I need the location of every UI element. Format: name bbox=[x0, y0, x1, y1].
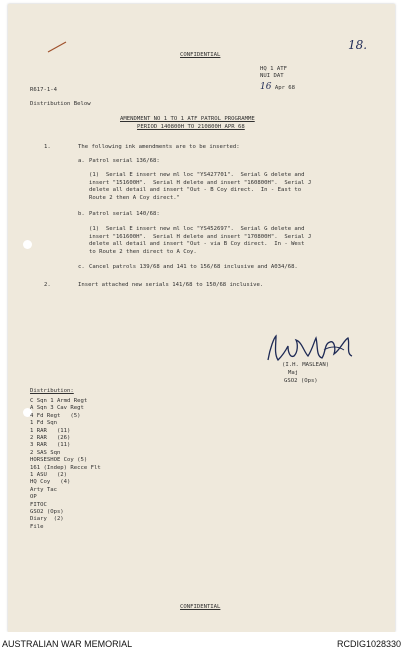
classification-bottom: CONFIDENTIAL bbox=[180, 604, 221, 610]
distribution-item: Diary (2) bbox=[30, 516, 64, 523]
para1a-body-line: insert "151600H". Serial H delete and insert "160800H". Serial J bbox=[89, 179, 312, 186]
archive-footer bbox=[0, 632, 403, 654]
para1-number: 1. bbox=[44, 144, 51, 150]
distribution-item: C Sqn 1 Armd Regt bbox=[30, 398, 88, 404]
pencil-mark bbox=[46, 40, 68, 54]
distribution-item: 3 RAR (11) bbox=[30, 442, 71, 449]
distribution-item: 4 Fd Regt (5) bbox=[30, 412, 81, 419]
para1a-body-line: delete all detail and insert "Out - B Coy direct. In - East to bbox=[89, 187, 302, 193]
date-month-year: Apr 68 bbox=[274, 85, 296, 91]
punch-hole bbox=[23, 240, 32, 249]
subject-line-1: AMENDMENT NO 1 TO 1 ATF PATROL PROGRAMME bbox=[120, 116, 255, 122]
distribution-item: HORSESHOE Coy (5) bbox=[30, 457, 88, 464]
classification-top: CONFIDENTIAL bbox=[180, 52, 221, 58]
document-page bbox=[8, 4, 395, 632]
footer-record-id: RCDIG1028330 bbox=[336, 639, 401, 649]
para1a-title: Patrol serial 136/68: bbox=[89, 158, 160, 164]
distribution-item: GSO2 (Ops) bbox=[30, 509, 64, 515]
date-label bbox=[260, 84, 295, 92]
distribution-item: 1 RAR (11) bbox=[30, 427, 71, 434]
distribution-item: Arty Tac bbox=[30, 486, 57, 493]
file-reference: R617-1-4 bbox=[30, 87, 57, 93]
distribution-item: 1 ASU (2) bbox=[30, 472, 68, 478]
para1c-text: Cancel patrols 139/68 and 141 to 156/68 inclusive and A034/68. bbox=[89, 264, 298, 270]
subject-line-2: PERIOD 140800H TO 210800H APR 68 bbox=[137, 124, 245, 130]
footer-institution: AUSTRALIAN WAR MEMORIAL bbox=[2, 639, 133, 649]
para1c-label: c. bbox=[78, 264, 85, 270]
page-number: 18. bbox=[348, 38, 368, 52]
distribution-item: A Sqn 3 Cav Regt bbox=[30, 405, 84, 412]
location-label: NUI DAT bbox=[260, 73, 284, 79]
signatory-rank: Maj bbox=[288, 370, 299, 376]
date-day: 16 bbox=[260, 82, 272, 92]
para1b-label: b. bbox=[78, 211, 85, 217]
distribution-item: HQ Coy (4) bbox=[30, 479, 71, 486]
para1b-body-line: to Route 2 then direct to A Coy. bbox=[89, 248, 197, 255]
para2-number: 2. bbox=[44, 282, 51, 288]
para1a-label: a. bbox=[78, 158, 85, 164]
distribution-note: Distribution Below bbox=[30, 101, 91, 107]
para2-text: Insert attached new serials 141/68 to 150/68 inclusive. bbox=[78, 282, 264, 288]
signatory-appointment: GSO2 (Ops) bbox=[284, 378, 318, 384]
para1b-title: Patrol serial 140/68: bbox=[89, 211, 160, 217]
distribution-item: 2 SAS Sqn bbox=[30, 449, 61, 456]
distribution-item: 2 RAR (26) bbox=[30, 435, 71, 441]
para1b-body-line: (1) Serial E insert new ml loc "YS452697". Serial G delete and bbox=[89, 226, 305, 232]
distribution-title: Distribution: bbox=[30, 388, 74, 394]
distribution-item: 161 (Indep) Recce Flt bbox=[30, 464, 101, 471]
para1a-body-line: Route 2 then A Coy direct." bbox=[89, 194, 180, 201]
distribution-item: File bbox=[30, 523, 44, 530]
signatory-name: (I.H. MASLEAN) bbox=[282, 362, 330, 368]
distribution-item: OP bbox=[30, 494, 37, 501]
para1a-body-line: (1) Serial E insert new ml loc "YS427701". Serial G delete and bbox=[89, 172, 305, 178]
distribution-item: 1 Fd Sqn bbox=[30, 420, 57, 427]
para1b-body-line: insert "161600H". Serial H delete and insert "170800H". Serial J bbox=[89, 233, 312, 240]
para1-intro: The following ink amendments are to be inserted: bbox=[78, 144, 240, 150]
para1b-body-line: delete all detail and insert "Out - via B Coy direct. In - West bbox=[89, 241, 305, 247]
hq-label: HQ 1 ATF bbox=[260, 66, 287, 72]
distribution-item: FITOC bbox=[30, 501, 47, 508]
